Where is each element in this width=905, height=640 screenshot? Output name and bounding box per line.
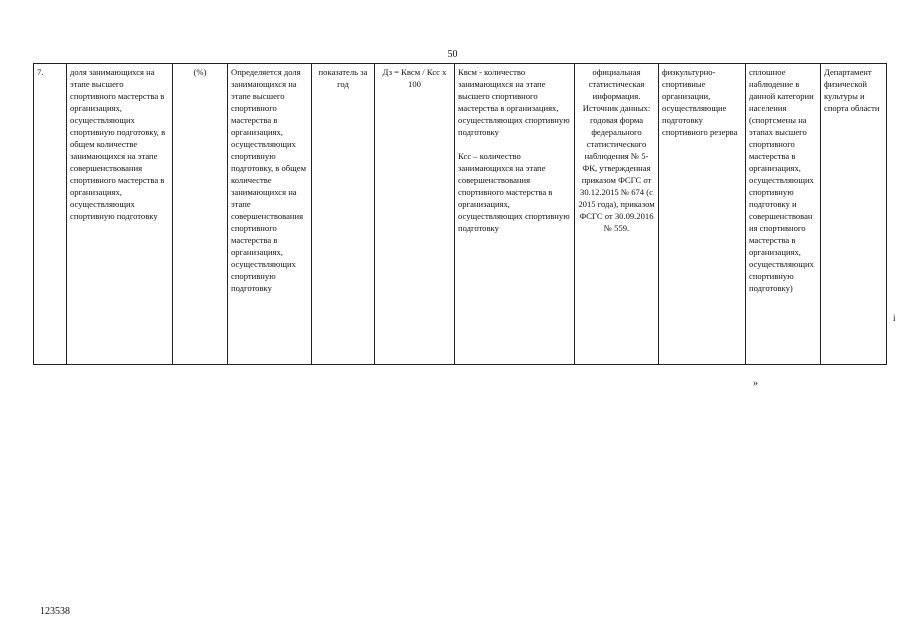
unit-of-measure: (%) (173, 64, 228, 365)
definition: Определяется доля занимающихся на этапе высшего спортивного мастерства в организациях, осуществляющих спортивную подготовку, в общем количестве занимающихся на этапе совершенствования спортивного мастерства в организациях, осуществляющих спортивную подготовку (228, 64, 312, 365)
responsible-body: Департамент физической культуры и спорта области (821, 64, 887, 365)
indicator-table (33, 63, 887, 365)
row-number: 7. (34, 64, 67, 365)
table-row (34, 64, 887, 365)
legend-kss: Ксс – количество занимающихся на этапе совершенствования спортивного мастерства в организациях, осуществляющих спортивную подготовку (458, 151, 570, 233)
footer-code: 123538 (40, 606, 70, 617)
coverage: сплошное наблюдение в данной категории населения (спортсмены на этапах высшего спортивного мастерства в организациях, осуществляющих спортивную подготовку и совершенствования спортивного мастерства в организациях, осуществляющих спортивную подготовку) (746, 64, 821, 365)
source-form: Источник данных: годовая форма федерального статистического наблюдения № 5-ФК, утвержденная приказом ФСГС от 30.12.2015 № 674 (с 2015 года), приказом ФСГС от 30.09.2016 № 559. (578, 103, 655, 233)
observation-units: физкультурно-спортивные организации, осуществляющие подготовку спортивного резерва (659, 64, 746, 365)
closing-quote: » (753, 378, 758, 389)
period: показатель за год (312, 64, 375, 365)
source-official: официальная статистическая информация. (588, 67, 645, 101)
side-mark: i (893, 313, 896, 323)
indicator-name: доля занимающихся на этапе высшего спортивного мастерства в организациях, осуществляющих спортивную подготовку, в общем количестве занимающихся на этапе совершенствования спортивного мастерства в организациях, осуществляющих спортивную подготовку (67, 64, 173, 365)
formula-legend (455, 64, 575, 365)
data-source (575, 64, 659, 365)
legend-kvsm: Квсм - количество занимающихся на этапе высшего спортивного мастерства в организациях, осуществляющих спортивную подготовку (458, 67, 570, 137)
formula: Дз = Квсм / Ксс х 100 (375, 64, 455, 365)
page-number: 50 (447, 49, 458, 60)
